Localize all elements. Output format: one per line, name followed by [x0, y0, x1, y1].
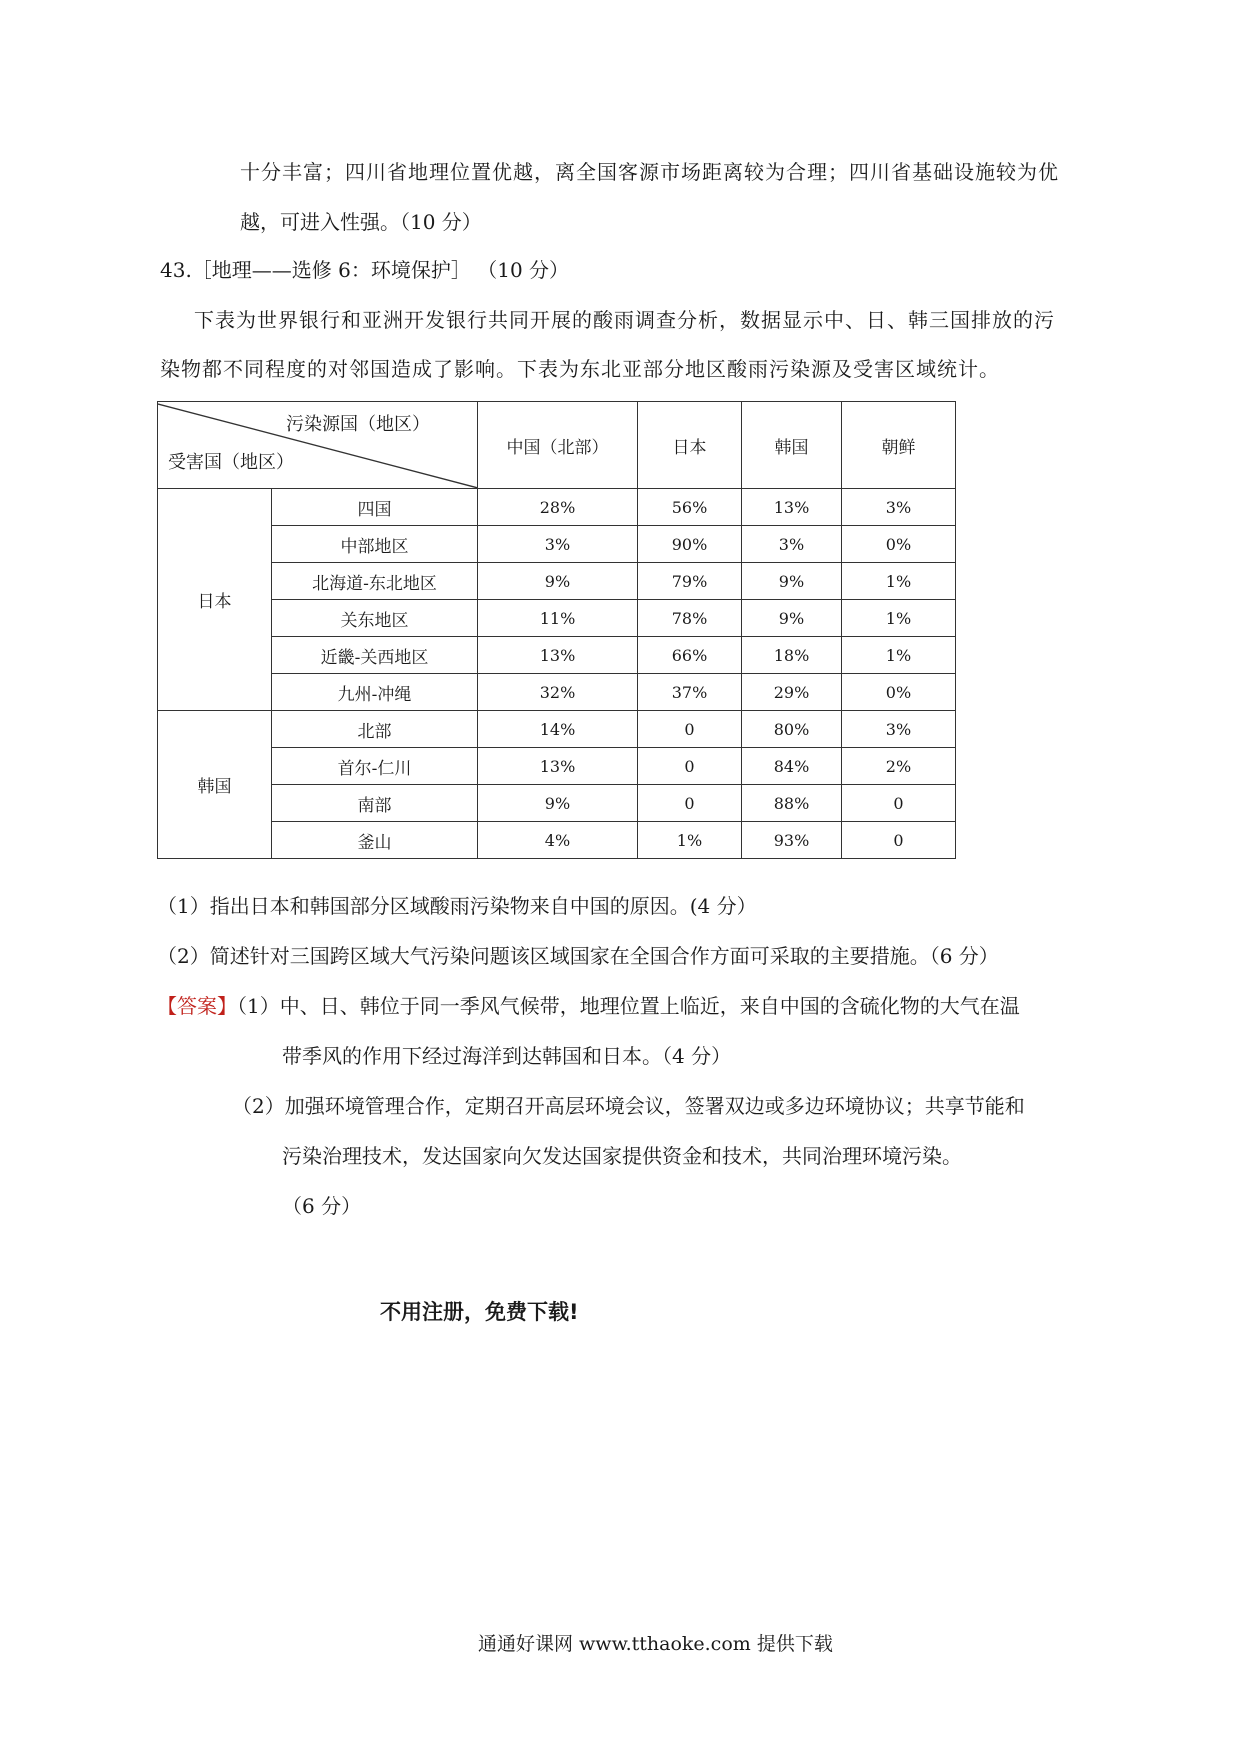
- region-cell: 首尔-仁川: [272, 748, 478, 785]
- value-cell: 88%: [742, 785, 842, 822]
- region-cell: 中部地区: [272, 526, 478, 563]
- value-cell: 1%: [638, 822, 742, 859]
- answer-1-text: （1）中、日、韩位于同一季风气候带，地理位置上临近，来自中国的含硫化物的大气在温: [237, 994, 1020, 1018]
- answer-2-line-2: 污染治理技术，发达国家向欠发达国家提供资金和技术，共同治理环境污染。: [282, 1144, 962, 1168]
- footer-credit: 通通好课网 www.tthaoke.com 提供下载: [478, 1633, 833, 1655]
- value-cell: 0: [842, 785, 956, 822]
- region-cell: 近畿-关西地区: [272, 637, 478, 674]
- previous-answer-line-1: 十分丰富；四川省地理位置优越，离全国客源市场距离较为合理；四川省基础设施较为优: [240, 160, 1059, 184]
- sub-question-2: （2）简述针对三国跨区域大气污染问题该区域国家在全国合作方面可采取的主要措施。（6 分）: [157, 944, 999, 968]
- value-cell: 2%: [842, 748, 956, 785]
- region-cell: 关东地区: [272, 600, 478, 637]
- table-row: [158, 637, 956, 674]
- value-cell: 90%: [638, 526, 742, 563]
- table-row: [158, 822, 956, 859]
- answer-2-score: （6 分）: [282, 1194, 362, 1218]
- answer-line-1: [157, 992, 1020, 1020]
- country-cell: 韩国: [158, 711, 272, 859]
- table-row: [158, 674, 956, 711]
- column-header: 中国（北部）: [478, 402, 638, 489]
- answer-1-continuation: 带季风的作用下经过海洋到达韩国和日本。（4 分）: [282, 1044, 732, 1068]
- value-cell: 78%: [638, 600, 742, 637]
- answer-2-line-1: （2）加强环境管理合作，定期召开高层环境会议，签署双边或多边环境协议；共享节能和: [232, 1094, 1025, 1118]
- table-header-row: [158, 402, 956, 489]
- value-cell: 13%: [478, 637, 638, 674]
- value-cell: 3%: [478, 526, 638, 563]
- region-cell: 北海道-东北地区: [272, 563, 478, 600]
- value-cell: 0: [638, 711, 742, 748]
- value-cell: 0: [638, 748, 742, 785]
- question-intro-line-1: 下表为世界银行和亚洲开发银行共同开展的酸雨调查分析，数据显示中、日、韩三国排放的污: [194, 308, 1055, 332]
- table-corner-cell: [158, 402, 478, 489]
- previous-answer-line-2: 越，可进入性强。（10 分）: [240, 210, 482, 234]
- region-cell: 九州-冲绳: [272, 674, 478, 711]
- region-cell: 北部: [272, 711, 478, 748]
- question-heading: 43.［地理——选修 6：环境保护］ （10 分）: [160, 258, 570, 282]
- value-cell: 0: [842, 822, 956, 859]
- value-cell: 28%: [478, 489, 638, 526]
- table-row: [158, 711, 956, 748]
- value-cell: 29%: [742, 674, 842, 711]
- table-row: [158, 489, 956, 526]
- value-cell: 1%: [842, 563, 956, 600]
- value-cell: 11%: [478, 600, 638, 637]
- region-cell: 四国: [272, 489, 478, 526]
- value-cell: 79%: [638, 563, 742, 600]
- value-cell: 37%: [638, 674, 742, 711]
- value-cell: 0%: [842, 526, 956, 563]
- question-intro-line-2: 染物都不同程度的对邻国造成了影响。下表为东北亚部分地区酸雨污染源及受害区域统计。: [160, 357, 1000, 381]
- table-row: [158, 563, 956, 600]
- value-cell: 4%: [478, 822, 638, 859]
- value-cell: 1%: [842, 600, 956, 637]
- table-row: [158, 748, 956, 785]
- free-download-promo: 不用注册，免费下载!: [380, 1300, 579, 1324]
- column-header: 韩国: [742, 402, 842, 489]
- value-cell: 80%: [742, 711, 842, 748]
- value-cell: 1%: [842, 637, 956, 674]
- value-cell: 13%: [478, 748, 638, 785]
- value-cell: 3%: [842, 711, 956, 748]
- value-cell: 0: [638, 785, 742, 822]
- column-header: 朝鲜: [842, 402, 956, 489]
- value-cell: 3%: [742, 526, 842, 563]
- value-cell: 9%: [742, 563, 842, 600]
- value-cell: 0%: [842, 674, 956, 711]
- value-cell: 14%: [478, 711, 638, 748]
- affected-region-label: 受害国（地区）: [168, 452, 294, 473]
- value-cell: 32%: [478, 674, 638, 711]
- value-cell: 56%: [638, 489, 742, 526]
- value-cell: 9%: [742, 600, 842, 637]
- value-cell: 9%: [478, 785, 638, 822]
- table-row: [158, 785, 956, 822]
- table-row: [158, 600, 956, 637]
- region-cell: 南部: [272, 785, 478, 822]
- value-cell: 93%: [742, 822, 842, 859]
- region-cell: 釜山: [272, 822, 478, 859]
- pollution-source-label: 污染源国（地区）: [286, 414, 430, 435]
- value-cell: 66%: [638, 637, 742, 674]
- value-cell: 9%: [478, 563, 638, 600]
- answer-label: 【答案】: [157, 994, 237, 1018]
- value-cell: 84%: [742, 748, 842, 785]
- acid-rain-source-table: [157, 401, 956, 859]
- country-cell: 日本: [158, 489, 272, 711]
- sub-question-1: （1）指出日本和韩国部分区域酸雨污染物来自中国的原因。(4 分）: [157, 894, 757, 918]
- table-row: [158, 526, 956, 563]
- value-cell: 13%: [742, 489, 842, 526]
- column-header: 日本: [638, 402, 742, 489]
- value-cell: 18%: [742, 637, 842, 674]
- value-cell: 3%: [842, 489, 956, 526]
